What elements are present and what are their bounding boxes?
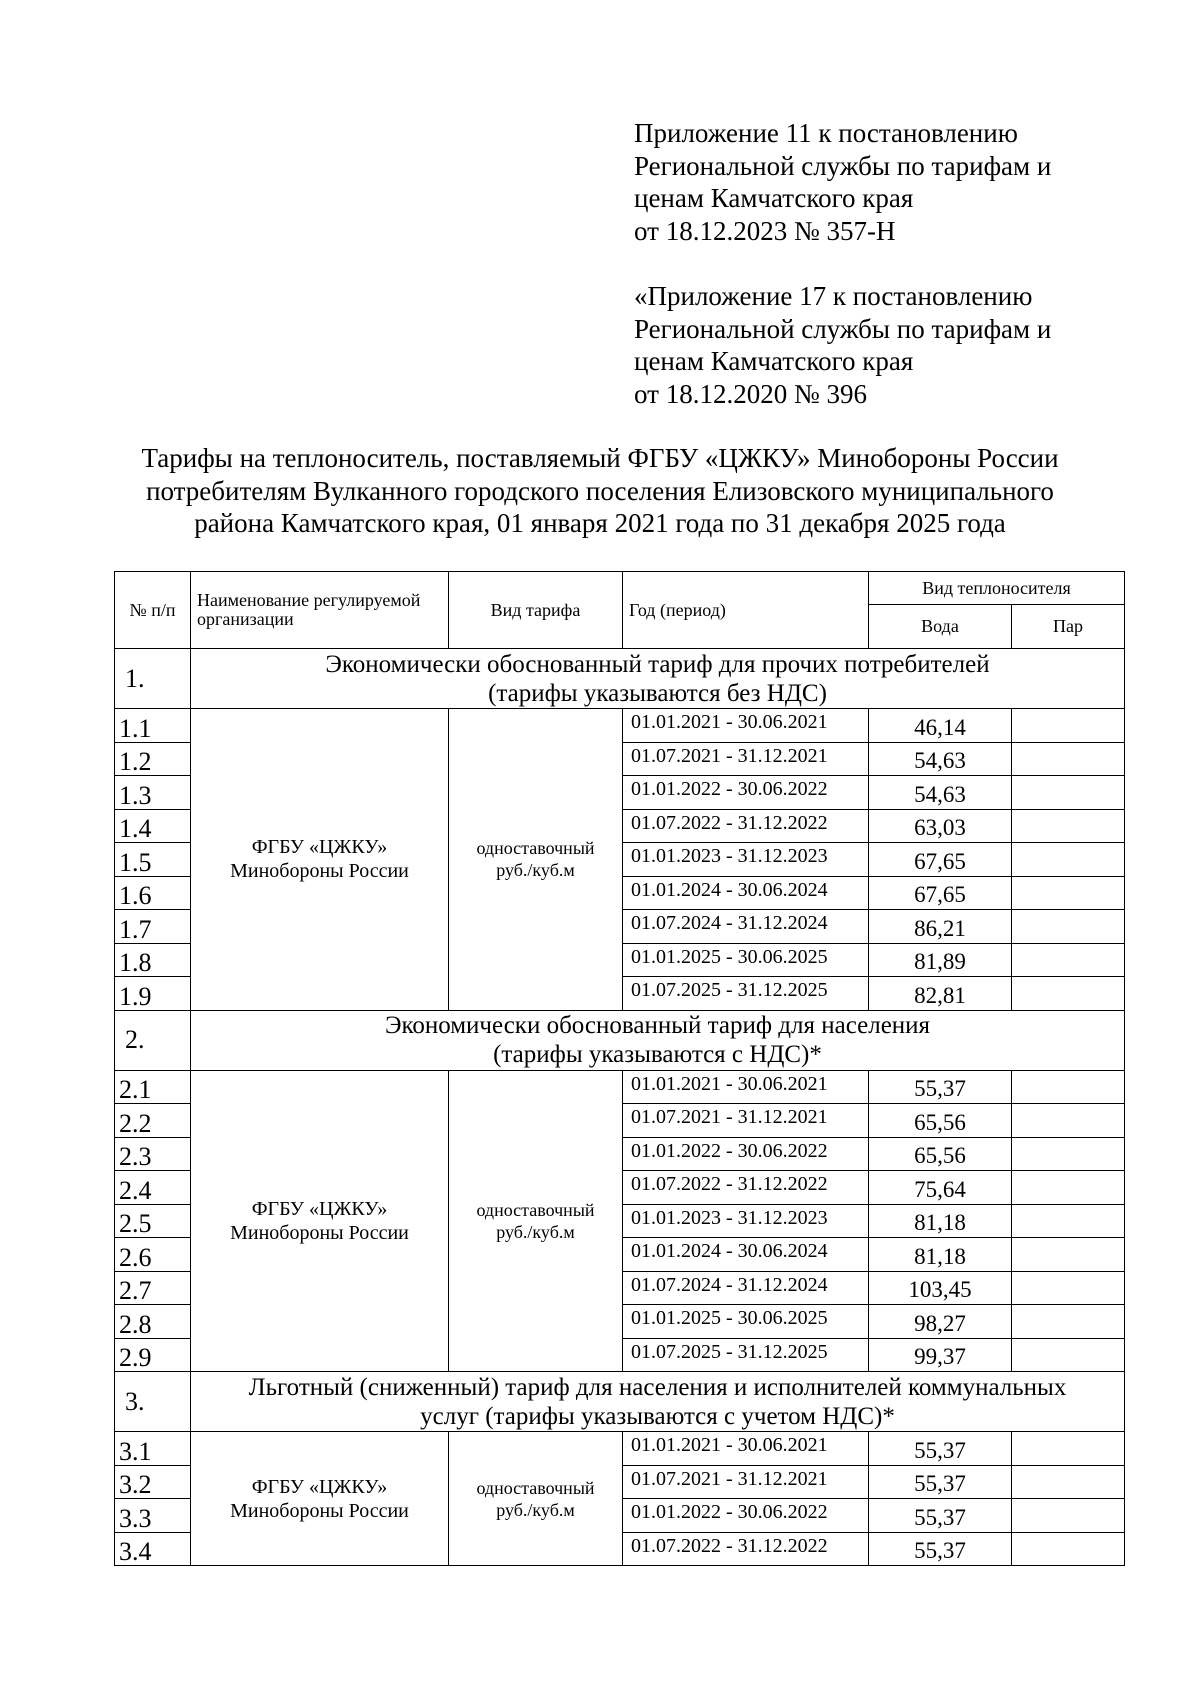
org-name-cell <box>191 709 449 1011</box>
period-cell: 01.07.2025 - 31.12.2025 <box>623 1338 869 1372</box>
steam-value <box>1012 1104 1125 1138</box>
row-num: 2.5 <box>115 1204 191 1238</box>
period-cell: 01.01.2021 - 30.06.2021 <box>623 1432 869 1466</box>
steam-value <box>1012 809 1125 843</box>
tariff-type-line: руб./куб.м <box>496 1221 575 1242</box>
section-num: 3. <box>115 1372 191 1432</box>
water-value: 65,56 <box>869 1137 1012 1171</box>
org-name-line: Минобороны России <box>230 860 409 883</box>
water-value: 55,37 <box>869 1432 1012 1466</box>
row-num: 1.6 <box>115 876 191 910</box>
section-title-line: (тарифы указываются без НДС) <box>488 679 827 707</box>
row-num: 3.2 <box>115 1465 191 1499</box>
section-row <box>115 1010 1125 1070</box>
table-header-row <box>115 572 1125 605</box>
water-value: 55,37 <box>869 1465 1012 1499</box>
row-num: 1.5 <box>115 843 191 877</box>
steam-value <box>1012 943 1125 977</box>
water-value: 75,64 <box>869 1171 1012 1205</box>
steam-value <box>1012 910 1125 944</box>
period-cell: 01.07.2021 - 31.12.2021 <box>623 1465 869 1499</box>
period-cell: 01.07.2024 - 31.12.2024 <box>623 1271 869 1305</box>
period-cell: 01.07.2022 - 31.12.2022 <box>623 1171 869 1205</box>
tariff-type-line: руб./куб.м <box>496 1499 575 1520</box>
header-steam: Пар <box>1012 605 1125 649</box>
steam-value <box>1012 776 1125 810</box>
row-num: 1.3 <box>115 776 191 810</box>
period-cell: 01.07.2021 - 31.12.2021 <box>623 1104 869 1138</box>
water-value: 81,18 <box>869 1204 1012 1238</box>
row-num: 2.7 <box>115 1271 191 1305</box>
steam-value <box>1012 843 1125 877</box>
org-name-cell <box>191 1070 449 1372</box>
table-row <box>115 1070 1125 1104</box>
row-num: 2.8 <box>115 1305 191 1339</box>
section-title <box>191 1372 1125 1432</box>
row-num: 2.4 <box>115 1171 191 1205</box>
appendix-line: от 18.12.2023 № 357-Н <box>634 215 896 246</box>
steam-value <box>1012 1171 1125 1205</box>
document-title-line: района Камчатского края, 01 января 2021 года по 31 декабря 2025 года <box>194 508 1006 538</box>
period-cell: 01.01.2025 - 30.06.2025 <box>623 1305 869 1339</box>
original-appendix-line: от 18.12.2020 № 396 <box>634 378 867 409</box>
row-num: 1.2 <box>115 742 191 776</box>
header-tariff-type: Вид тарифа <box>449 572 623 649</box>
period-cell: 01.01.2022 - 30.06.2022 <box>623 776 869 810</box>
steam-value <box>1012 1271 1125 1305</box>
row-num: 2.3 <box>115 1137 191 1171</box>
section-row <box>115 649 1125 709</box>
row-num: 2.1 <box>115 1070 191 1104</box>
period-cell: 01.01.2024 - 30.06.2024 <box>623 876 869 910</box>
steam-value <box>1012 977 1125 1011</box>
tariff-type-cell <box>449 1432 623 1566</box>
water-value: 54,63 <box>869 776 1012 810</box>
org-name-cell <box>191 1432 449 1566</box>
section-title <box>191 1010 1125 1070</box>
steam-value <box>1012 876 1125 910</box>
water-value: 54,63 <box>869 742 1012 776</box>
water-value: 81,18 <box>869 1238 1012 1272</box>
original-appendix-line: Региональной службы по тарифам и <box>634 313 1052 344</box>
org-name-line: ФГБУ «ЦЖКУ» <box>251 836 388 859</box>
org-name-line: ФГБУ «ЦЖКУ» <box>251 1197 388 1220</box>
tariff-type-line: руб./куб.м <box>496 860 575 881</box>
document-title <box>60 442 1140 540</box>
document-title-line: Тарифы на теплоноситель, поставляемый ФГБУ «ЦЖКУ» Минобороны России <box>141 443 1059 473</box>
water-value: 65,56 <box>869 1104 1012 1138</box>
original-appendix-reference <box>634 280 1154 410</box>
period-cell: 01.07.2021 - 31.12.2021 <box>623 742 869 776</box>
water-value: 63,03 <box>869 809 1012 843</box>
row-num: 1.9 <box>115 977 191 1011</box>
tariff-table <box>114 571 1125 1566</box>
water-value: 86,21 <box>869 910 1012 944</box>
period-cell: 01.07.2022 - 31.12.2022 <box>623 809 869 843</box>
steam-value <box>1012 1137 1125 1171</box>
steam-value <box>1012 1465 1125 1499</box>
period-cell: 01.01.2022 - 30.06.2022 <box>623 1499 869 1533</box>
section-num: 1. <box>115 649 191 709</box>
document-title-line: потребителям Вулканного городского поселения Елизовского муниципального <box>146 475 1054 506</box>
row-num: 2.9 <box>115 1338 191 1372</box>
steam-value <box>1012 1204 1125 1238</box>
water-value: 55,37 <box>869 1070 1012 1104</box>
period-cell: 01.01.2025 - 30.06.2025 <box>623 943 869 977</box>
period-cell: 01.07.2025 - 31.12.2025 <box>623 977 869 1011</box>
org-name-line: Минобороны России <box>230 1499 409 1522</box>
header-coolant-type: Вид теплоносителя <box>869 572 1125 605</box>
water-value: 98,27 <box>869 1305 1012 1339</box>
water-value: 67,65 <box>869 876 1012 910</box>
section-title <box>191 649 1125 709</box>
water-value: 103,45 <box>869 1271 1012 1305</box>
org-name-line: ФГБУ «ЦЖКУ» <box>251 1475 388 1498</box>
steam-value <box>1012 1305 1125 1339</box>
appendix-line: ценам Камчатского края <box>634 183 914 213</box>
row-num: 3.1 <box>115 1432 191 1466</box>
header-period: Год (период) <box>623 572 869 649</box>
water-value: 99,37 <box>869 1338 1012 1372</box>
water-value: 55,37 <box>869 1532 1012 1566</box>
period-cell: 01.01.2022 - 30.06.2022 <box>623 1137 869 1171</box>
section-row <box>115 1372 1125 1432</box>
steam-value <box>1012 1070 1125 1104</box>
steam-value <box>1012 1532 1125 1566</box>
appendix-reference <box>634 117 1154 247</box>
steam-value <box>1012 1499 1125 1533</box>
appendix-line: Приложение 11 к постановлению <box>634 118 1018 148</box>
period-cell: 01.07.2024 - 31.12.2024 <box>623 910 869 944</box>
water-value: 46,14 <box>869 709 1012 743</box>
section-title-line: Экономически обоснованный тариф для прочих потребителей <box>325 650 990 678</box>
header-water: Вода <box>869 605 1012 649</box>
tariff-type-cell <box>449 709 623 1011</box>
original-appendix-line: «Приложение 17 к постановлению <box>634 281 1033 311</box>
steam-value <box>1012 1432 1125 1466</box>
section-num: 2. <box>115 1010 191 1070</box>
section-title-line: Экономически обоснованный тариф для населения <box>384 1012 931 1039</box>
period-cell: 01.01.2021 - 30.06.2021 <box>623 709 869 743</box>
row-num: 2.6 <box>115 1238 191 1272</box>
water-value: 81,89 <box>869 943 1012 977</box>
period-cell: 01.01.2024 - 30.06.2024 <box>623 1238 869 1272</box>
period-cell: 01.01.2021 - 30.06.2021 <box>623 1070 869 1104</box>
tariff-type-cell <box>449 1070 623 1372</box>
steam-value <box>1012 709 1125 743</box>
water-value: 55,37 <box>869 1499 1012 1533</box>
org-name-line: Минобороны России <box>230 1221 409 1244</box>
steam-value <box>1012 742 1125 776</box>
tariff-type-line: одноставочный <box>476 1477 595 1498</box>
row-num: 1.1 <box>115 709 191 743</box>
period-cell: 01.07.2022 - 31.12.2022 <box>623 1532 869 1566</box>
steam-value <box>1012 1338 1125 1372</box>
section-title-line: (тарифы указываются с НДС)* <box>493 1041 822 1068</box>
water-value: 67,65 <box>869 843 1012 877</box>
row-num: 3.4 <box>115 1532 191 1566</box>
table-row <box>115 1432 1125 1466</box>
section-title-line: Льготный (сниженный) тариф для населения и исполнителей коммунальных <box>248 1373 1067 1401</box>
row-num: 1.4 <box>115 809 191 843</box>
header-num: № п/п <box>115 572 191 649</box>
tariff-type-line: одноставочный <box>476 838 595 859</box>
period-cell: 01.01.2023 - 31.12.2023 <box>623 843 869 877</box>
original-appendix-line: ценам Камчатского края <box>634 346 914 376</box>
water-value: 82,81 <box>869 977 1012 1011</box>
header-org-name: Наименование регулируемой организации <box>191 572 449 649</box>
section-title-line: услуг (тарифы указываются с учетом НДС)* <box>420 1402 895 1430</box>
row-num: 2.2 <box>115 1104 191 1138</box>
steam-value <box>1012 1238 1125 1272</box>
period-cell: 01.01.2023 - 31.12.2023 <box>623 1204 869 1238</box>
table-row <box>115 709 1125 743</box>
tariff-type-line: одноставочный <box>476 1199 595 1220</box>
row-num: 1.7 <box>115 910 191 944</box>
appendix-line: Региональной службы по тарифам и <box>634 150 1052 181</box>
row-num: 3.3 <box>115 1499 191 1533</box>
row-num: 1.8 <box>115 943 191 977</box>
